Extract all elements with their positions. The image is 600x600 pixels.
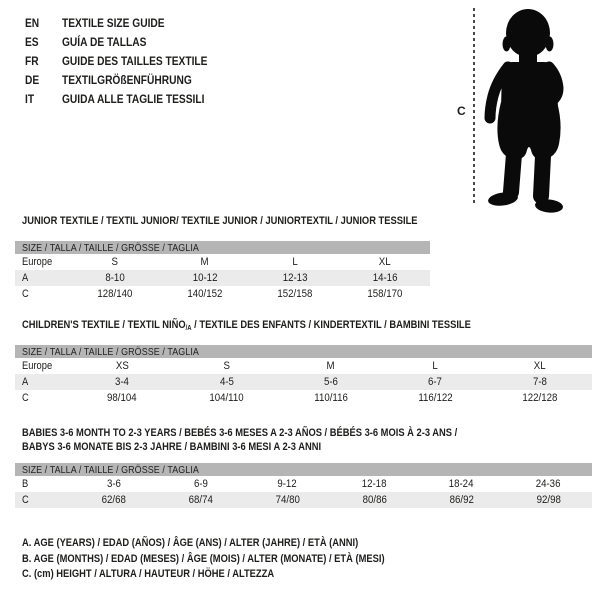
cell-value: 8-10 [105,272,125,284]
language-code [25,35,62,49]
table-cell [418,494,505,506]
table-block-2 [15,318,592,406]
table-cell [279,392,383,404]
table-title [15,426,592,454]
table-cell [70,272,160,284]
table-block-3 [15,426,592,508]
table-cell [174,376,278,388]
language-label-text: TEXTILGRÖßENFÜHRUNG [62,72,192,87]
footnote-text: A. AGE (YEARS) / EDAD (AÑOS) / ÂGE (ANS) / ALTER (JAHRE) / ETÀ (ANNI) [22,537,359,549]
language-row [25,13,233,32]
table-cell [160,256,250,268]
cell-value: 5-6 [324,376,339,388]
language-row [25,51,233,70]
table-cell [505,478,592,490]
table-cell [340,256,430,268]
cell-value: L [432,360,439,372]
language-row [25,70,233,89]
row-label-text: C [22,494,29,506]
language-code-text: DE [25,72,40,87]
table-block-1 [15,214,430,302]
cell-value: 116/122 [418,392,453,404]
table-cell [174,392,278,404]
language-label [62,35,161,49]
cell-value: 80/86 [362,494,387,506]
cell-value: XL [533,360,546,372]
title-segment: JUNIOR TEXTILE / TEXTIL JUNIOR/ TEXTILE JUNIOR / JUNIORTEXTIL / JUNIOR TESSILE [22,215,418,227]
table-row [15,254,430,270]
cell-value: 6-9 [193,478,208,490]
table-title-line [22,318,592,332]
table-row [15,374,592,390]
cell-value: 12-18 [362,478,387,490]
table-cell [70,360,174,372]
cell-value: 6-7 [428,376,443,388]
cell-value: XL [379,256,391,268]
table-cell [331,478,418,490]
table-cell [340,288,430,300]
size-header-bar [15,463,592,476]
language-label [62,73,215,87]
table-row [15,270,430,286]
table-cell [383,392,487,404]
table-cell [70,256,160,268]
footnote-line [22,552,449,568]
row-label [15,256,70,268]
language-code-text: EN [25,15,40,30]
cell-value: 152/158 [277,288,313,300]
cell-value: 3-6 [106,478,121,490]
row-label [15,392,70,404]
table-cell [174,360,278,372]
cell-value: 92/98 [536,494,561,506]
cell-value: 14-16 [372,272,398,284]
table-cell [250,272,340,284]
size-header-bar [15,345,592,358]
cell-value: 140/152 [187,288,223,300]
cell-value: 98/104 [107,392,138,404]
cell-value: 4-5 [219,376,234,388]
table-title [15,318,592,332]
table-cell [244,478,331,490]
language-code-text: ES [25,34,39,49]
row-label [15,288,70,300]
row-label-text: Europe [22,256,53,268]
size-header-bar [15,241,430,254]
table-cell [383,360,487,372]
language-code-text: IT [25,91,35,106]
language-code [25,92,62,106]
title-segment: CHILDREN'S TEXTILE / TEXTIL NIÑO [22,319,186,331]
row-label [15,376,70,388]
row-label [15,272,70,284]
table-cell [279,360,383,372]
row-label-text: C [22,392,29,404]
table-cell [488,392,592,404]
table-cell [157,494,244,506]
footnote-line [22,567,449,583]
cell-value: 12-13 [282,272,308,284]
table-title-line [22,440,592,454]
size-header-label: SIZE / TALLA / TAILLE / GRÖSSE / TAGLIA [22,463,199,476]
table-cell [160,272,250,284]
footnote-text: C. (cm) HEIGHT / ALTURA / HAUTEUR / HÖHE / ALTEZZA [22,568,275,580]
table-cell [70,494,157,506]
cell-value: 158/170 [367,288,403,300]
table-cell [505,494,592,506]
language-label-text: GUÍA DE TALLAS [62,34,147,49]
table-cell [383,376,487,388]
cell-value: 104/110 [209,392,244,404]
cell-value: 68/74 [188,494,213,506]
table-cell [70,392,174,404]
row-label [15,478,70,490]
cell-value: L [292,256,298,268]
language-code [25,54,62,68]
table-cell [70,376,174,388]
cell-value: 18-24 [449,478,474,490]
table-row [15,286,430,302]
cell-value: 3-4 [115,376,130,388]
language-label [62,16,183,30]
table-row [15,492,592,508]
table-title [15,214,430,228]
cell-value: XS [115,360,129,372]
cell-value: M [200,256,210,268]
table-row [15,476,592,492]
table-cell [279,376,383,388]
table-cell [70,288,160,300]
row-label-text: Europe [22,360,53,372]
cell-value: 122/128 [522,392,558,404]
table-cell [488,376,592,388]
table-cell [331,494,418,506]
row-label [15,360,70,372]
row-label-text: B [22,478,29,490]
language-label [62,54,233,68]
title-segment: BABYS 3-6 MONATE BIS 2-3 JAHRE / BAMBINI 3-6 MESI A 2-3 ANNI [22,441,322,453]
table-cell [244,494,331,506]
table-body [15,358,592,406]
table-cell [250,256,340,268]
language-code [25,73,62,87]
cell-value: 74/80 [275,494,300,506]
table-title-text [22,214,418,228]
row-label [15,494,70,506]
cell-value: 62/68 [101,494,126,506]
title-segment: BABIES 3-6 MONTH TO 2-3 YEARS / BEBÉS 3-6 MESES A 2-3 AÑOS / BÉBÉS 3-6 MOIS À 2-3 ANS / [22,427,458,439]
size-header-label: SIZE / TALLA / TAILLE / GRÖSSE / TAGLIA [22,345,199,358]
height-dotted-line [473,8,475,206]
table-body [15,254,430,302]
cell-value: M [326,360,336,372]
cell-value: 7-8 [532,376,547,388]
language-code [25,16,62,30]
table-cell [418,478,505,490]
table-title-text [22,318,471,334]
table-title-text [22,426,457,440]
row-label-text: A [22,376,29,388]
language-row [25,32,233,51]
table-row [15,358,592,374]
cell-value: S [111,256,119,268]
footnotes [22,536,449,583]
language-label-text: GUIDA ALLE TAGLIE TESSILI [62,91,205,106]
table-row [15,390,592,406]
cell-value: 86/92 [449,494,474,506]
table-title-line [22,214,430,228]
row-label-text: A [22,272,29,284]
table-cell [340,272,430,284]
table-cell [250,288,340,300]
table-cell [488,360,592,372]
cell-value: S [223,360,230,372]
cell-value: 10-12 [192,272,218,284]
table-body [15,476,592,508]
size-header-label: SIZE / TALLA / TAILLE / GRÖSSE / TAGLIA [22,241,199,254]
language-code-text: FR [25,53,39,68]
language-list [25,13,233,108]
table-title-text [22,440,321,454]
cell-value: 110/116 [314,392,348,404]
height-marker-label: C [457,104,466,118]
language-label-text: TEXTILE SIZE GUIDE [62,15,165,30]
table-cell [70,478,157,490]
title-subscript: /A [185,325,192,332]
toddler-silhouette-icon [477,6,581,214]
footnote-line [22,536,449,552]
footnote-text: B. AGE (MONTHS) / EDAD (MESES) / ÂGE (MOIS) / ALTER (MONATE) / ETÀ (MESI) [22,552,385,565]
table-cell [160,288,250,300]
row-label-text: C [22,288,29,300]
table-title-line [22,426,592,440]
language-label [62,92,230,106]
table-cell [157,478,244,490]
cell-value: 24-36 [536,478,561,490]
cell-value: 128/140 [97,288,133,300]
language-row [25,89,233,108]
cell-value: 9-12 [277,478,298,490]
title-segment: / TEXTILE DES ENFANTS / KINDERTEXTIL / BAMBINI TESSILE [191,319,471,331]
language-label-text: GUIDE DES TAILLES TEXTILE [62,53,208,68]
